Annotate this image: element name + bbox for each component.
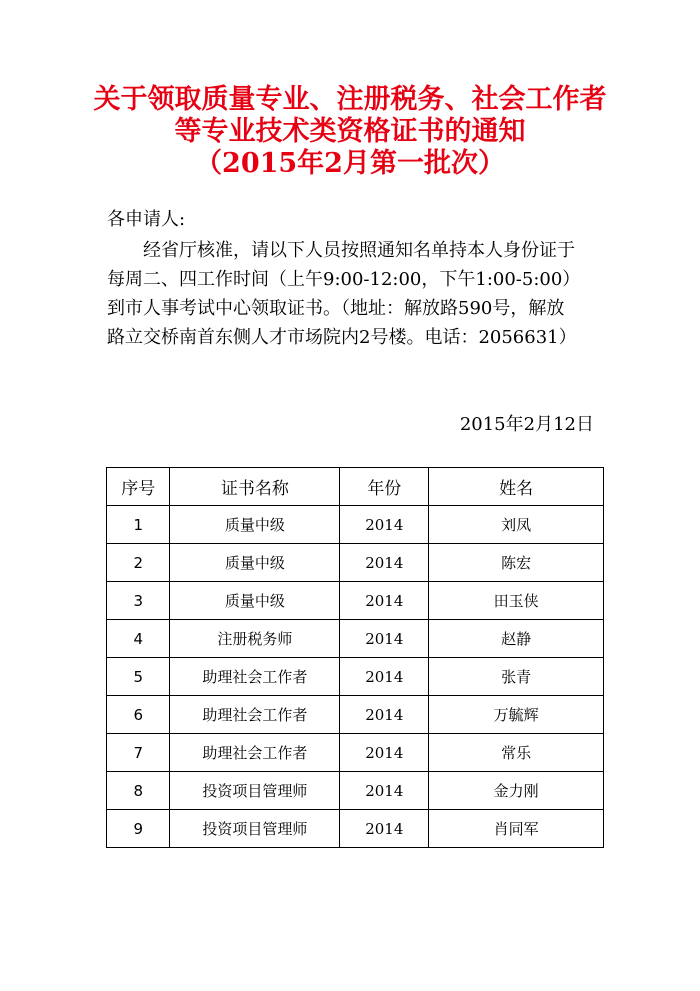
title-line-3: （2015年2月第一批次） — [195, 148, 505, 179]
table-header-row — [107, 468, 604, 506]
row-certificate: 注册税务师 — [170, 620, 340, 658]
row-year: 2014 — [340, 810, 429, 848]
body-line-1: 经省厅核准，请以下人员按照通知名单持本人身份证于 — [143, 240, 575, 261]
row-certificate: 投资项目管理师 — [170, 772, 340, 810]
body-line-4: 路立交桥南首东侧人才市场院内2号楼。电话：2056631） — [107, 327, 577, 348]
table-row — [107, 544, 604, 582]
row-certificate: 助理社会工作者 — [170, 734, 340, 772]
row-year: 2014 — [340, 506, 429, 544]
certificate-roster-table — [106, 467, 604, 848]
row-year: 2014 — [340, 772, 429, 810]
row-year: 2014 — [340, 734, 429, 772]
row-year: 2014 — [340, 620, 429, 658]
row-name: 肖同军 — [429, 810, 604, 848]
row-year: 2014 — [340, 582, 429, 620]
salutation: 各申请人: — [107, 209, 186, 230]
header-certificate: 证书名称 — [170, 468, 340, 506]
table-row — [107, 696, 604, 734]
row-year: 2014 — [340, 544, 429, 582]
row-number: 9 — [107, 810, 170, 848]
row-certificate: 投资项目管理师 — [170, 810, 340, 848]
row-number: 8 — [107, 772, 170, 810]
row-name: 常乐 — [429, 734, 604, 772]
row-certificate: 质量中级 — [170, 582, 340, 620]
row-name: 万毓辉 — [429, 696, 604, 734]
row-number: 2 — [107, 544, 170, 582]
row-name: 张青 — [429, 658, 604, 696]
body-line-3: 到市人事考试中心领取证书。（地址：解放路590号，解放 — [107, 298, 565, 319]
row-number: 1 — [107, 506, 170, 544]
notice-date: 2015年2月12日 — [459, 414, 594, 435]
row-number: 5 — [107, 658, 170, 696]
row-number: 3 — [107, 582, 170, 620]
header-number: 序号 — [107, 468, 170, 506]
header-name: 姓名 — [429, 468, 604, 506]
table-row — [107, 810, 604, 848]
row-number: 4 — [107, 620, 170, 658]
row-certificate: 质量中级 — [170, 544, 340, 582]
row-number: 7 — [107, 734, 170, 772]
row-number: 6 — [107, 696, 170, 734]
row-name: 金力刚 — [429, 772, 604, 810]
body-line-2: 每周二、四工作时间（上午9:00-12:00，下午1:00-5:00） — [107, 269, 581, 290]
row-name: 田玉侠 — [429, 582, 604, 620]
table-row — [107, 772, 604, 810]
header-year: 年份 — [340, 468, 429, 506]
table-row — [107, 620, 604, 658]
row-name: 刘凤 — [429, 506, 604, 544]
row-year: 2014 — [340, 696, 429, 734]
title-line-1: 关于领取质量专业、注册税务、社会工作者 — [93, 84, 607, 115]
row-certificate: 助理社会工作者 — [170, 658, 340, 696]
table-row — [107, 734, 604, 772]
table-row — [107, 582, 604, 620]
row-name: 陈宏 — [429, 544, 604, 582]
row-certificate: 助理社会工作者 — [170, 696, 340, 734]
table-row — [107, 658, 604, 696]
table-row — [107, 506, 604, 544]
row-name: 赵静 — [429, 620, 604, 658]
row-certificate: 质量中级 — [170, 506, 340, 544]
title-line-2: 等专业技术类资格证书的通知 — [174, 116, 526, 147]
row-year: 2014 — [340, 658, 429, 696]
